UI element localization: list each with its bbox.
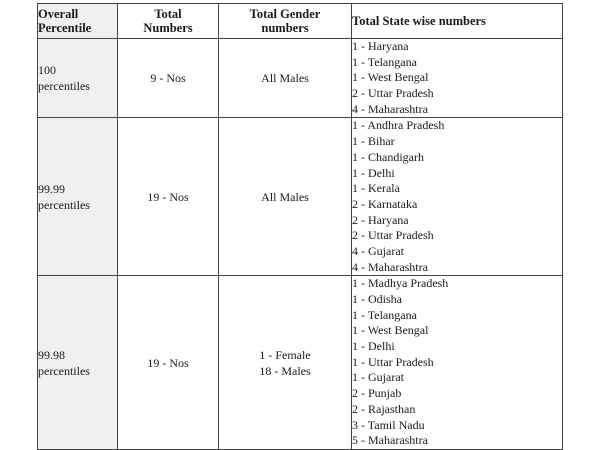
percentile-value: 100 xyxy=(38,63,56,78)
state-item: 2 - Punjab xyxy=(352,386,402,401)
gender-numbers-cell xyxy=(219,118,352,276)
header-overall-percentile-line2: Percentile xyxy=(38,21,92,35)
gender-male-value: 18 - Males xyxy=(259,363,311,378)
state-item: 4 - Maharashtra xyxy=(352,101,428,116)
table-row-100-percentiles xyxy=(38,39,563,118)
header-total-gender-line2: numbers xyxy=(261,21,309,35)
total-numbers-cell xyxy=(118,39,219,118)
state-item: 2 - Rajasthan xyxy=(352,401,416,416)
state-item: 1 - Delhi xyxy=(352,165,395,180)
header-total-gender-numbers xyxy=(219,4,352,39)
gender-female-value: 1 - Female xyxy=(259,347,311,362)
header-overall-percentile xyxy=(38,4,118,39)
state-wise-cell xyxy=(352,118,563,276)
header-total-numbers-line2: Numbers xyxy=(143,21,193,35)
state-item: 1 - Telangana xyxy=(352,54,417,69)
state-list xyxy=(352,39,562,117)
total-numbers-value: 19 - Nos xyxy=(147,189,189,204)
percentile-value: 99.99 xyxy=(38,181,65,196)
table-row-99-99-percentiles xyxy=(38,118,563,276)
state-item: 1 - Delhi xyxy=(352,339,395,354)
state-item: 1 - Gujarat xyxy=(352,370,404,385)
state-item: 5 - Maharashtra xyxy=(352,433,428,448)
state-item: 4 - Maharashtra xyxy=(352,259,428,274)
state-item: 1 - Andhra Pradesh xyxy=(352,118,445,133)
total-numbers-cell xyxy=(118,118,219,276)
state-list xyxy=(352,118,562,275)
state-item: 3 - Tamil Nadu xyxy=(352,417,425,432)
state-item: 1 - West Bengal xyxy=(352,70,429,85)
state-item: 2 - Uttar Pradesh xyxy=(352,228,434,243)
state-item: 1 - Madhya Pradesh xyxy=(352,276,449,291)
header-total-numbers xyxy=(118,4,219,39)
header-state-wise-label: Total State wise numbers xyxy=(352,14,486,28)
percentile-unit: percentiles xyxy=(38,363,90,378)
header-row xyxy=(38,4,563,39)
state-item: 1 - Chandigarh xyxy=(352,149,424,164)
state-item: 4 - Gujarat xyxy=(352,243,404,258)
state-wise-cell xyxy=(352,39,563,118)
total-numbers-value: 9 - Nos xyxy=(150,71,186,86)
state-item: 1 - Odisha xyxy=(352,292,402,306)
state-wise-cell xyxy=(352,276,563,450)
total-numbers-value: 19 - Nos xyxy=(147,355,189,370)
header-overall-percentile-line1: Overall xyxy=(38,7,79,21)
state-item: 1 - West Bengal xyxy=(352,323,429,338)
state-item: 2 - Karnataka xyxy=(352,196,418,211)
gender-numbers-cell xyxy=(219,39,352,118)
table-row-99-98-percentiles xyxy=(38,276,563,450)
gender-numbers-cell xyxy=(219,276,352,450)
state-item: 1 - Uttar Pradesh xyxy=(352,354,434,369)
percentile-results-table xyxy=(37,3,563,450)
gender-numbers-value: All Males xyxy=(261,189,309,204)
state-item: 2 - Haryana xyxy=(352,212,409,227)
percentile-cell xyxy=(38,118,118,276)
percentile-cell xyxy=(38,39,118,118)
state-item: 1 - Kerala xyxy=(352,181,400,196)
percentile-unit: percentiles xyxy=(38,197,90,212)
header-state-wise-numbers xyxy=(352,4,563,39)
gender-numbers-value: All Males xyxy=(261,71,309,86)
header-total-gender-line1: Total Gender xyxy=(249,7,321,21)
header-total-numbers-line1: Total xyxy=(154,7,182,21)
percentile-unit: percentiles xyxy=(38,79,90,94)
state-item: 1 - Telangana xyxy=(352,307,417,322)
percentile-cell xyxy=(38,276,118,450)
state-item: 1 - Bihar xyxy=(352,134,395,149)
percentile-value: 99.98 xyxy=(38,347,65,362)
state-item: 2 - Uttar Pradesh xyxy=(352,86,434,101)
total-numbers-cell xyxy=(118,276,219,450)
state-item: 1 - Haryana xyxy=(352,39,409,53)
state-list xyxy=(352,276,562,449)
